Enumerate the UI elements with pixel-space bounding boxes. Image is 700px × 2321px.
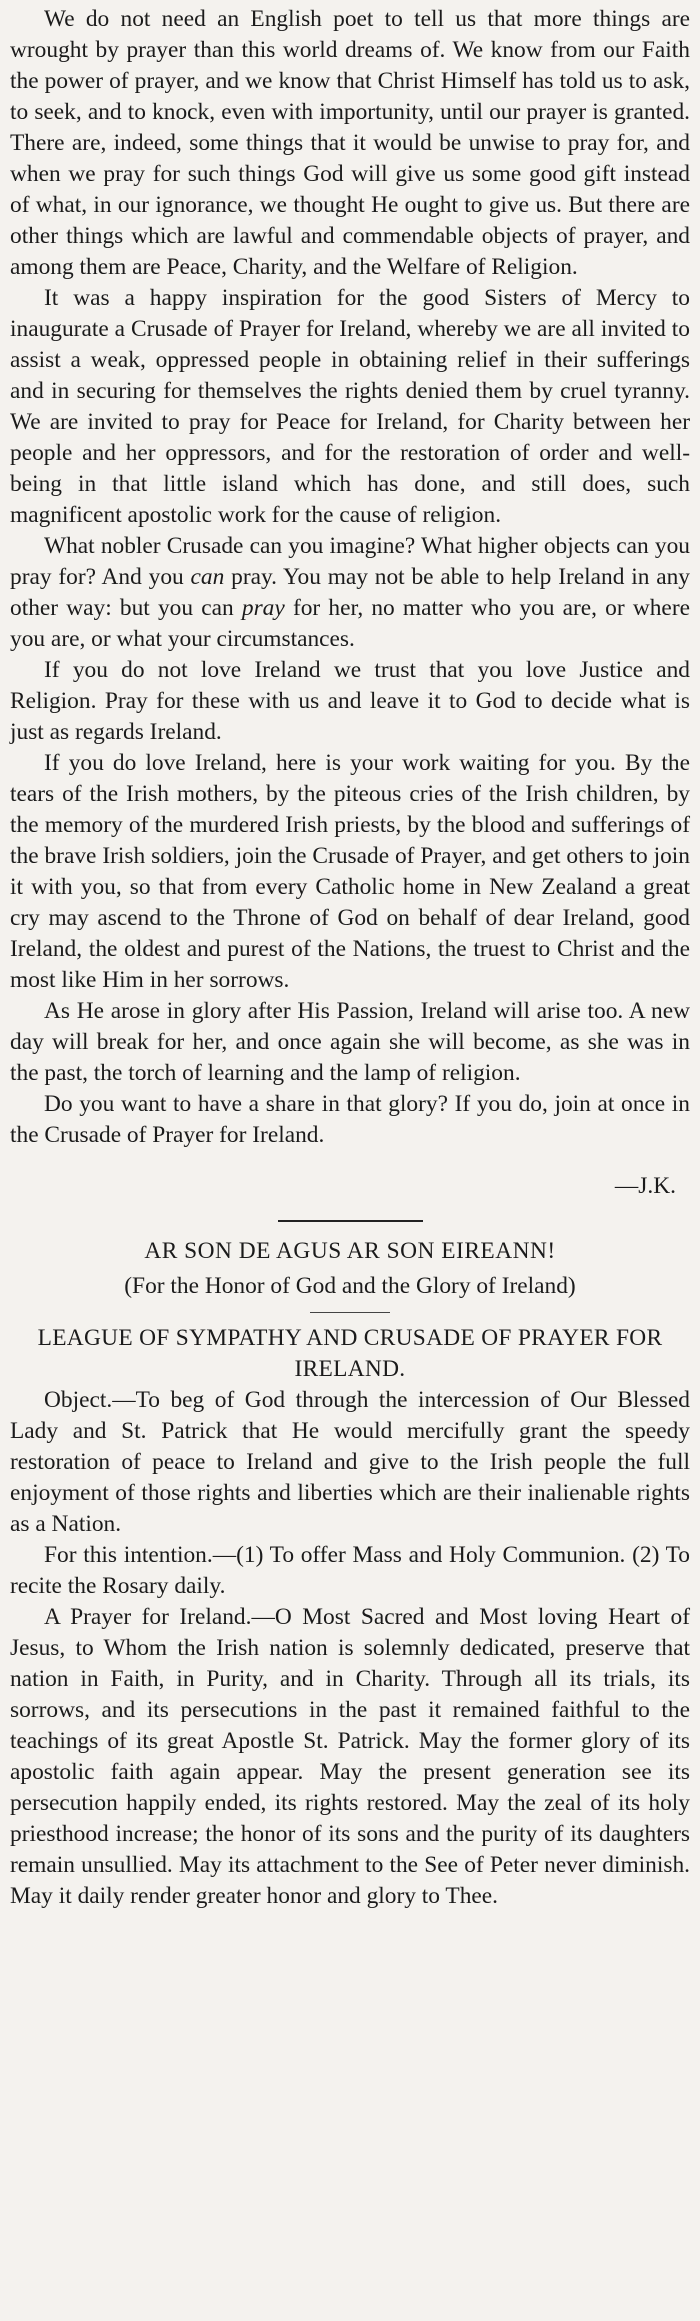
article-paragraph-2: It was a happy inspiration for the good Sisters of Mercy to inaugurate a Crusade of Prayer for Ireland, whereby we are all invited to assist a weak, oppressed people in obtaining relief in their sufferings and in securing for themselves the rights denied them by cruel tyranny. We are invited to pray for Peace for Ireland, for Charity between her people and her oppressors, and for the restoration of order and well-being in that little island which has done, and still does, such magnificent apostolic work for the cause of religion.	[10, 285, 690, 528]
article-paragraph-3	[10, 531, 690, 655]
intention-paragraph: For this intention.—(1) To offer Mass and Holy Communion. (2) To recite the Rosary daily.	[10, 1542, 690, 1599]
article-paragraph-4: If you do not love Ireland we trust that you love Justice and Religion. Pray for these with us and leave it to God to decide what is just as regards Ireland.	[10, 657, 690, 745]
prayer-paragraph	[10, 1602, 690, 1912]
prayer-label: A Prayer for Ireland.	[44, 1604, 252, 1630]
article-signature: —J.K.	[614, 1173, 676, 1199]
prayer-text: —O Most Sacred and Most loving Heart of Jesus, to Whom the Irish nation is solemnly dedicated, preserve that nation in Faith, in Purity, and in Charity. Through all its trials, its sorrows, and its persecutions in the past it remained faithful to the teachings of its great Apostle St. Patrick. May the former glory of its apostolic faith again appear. May the present generation see its persecution happily ended, its rights restored. May the zeal of its holy priesthood increase; the honor of its sons and the purity of its daughters remain unsullied. May its attachment to the See of Peter never diminish. May it daily render greater honor and glory to Thee.	[10, 1604, 691, 1909]
irish-heading: AR SON DE AGUS AR SON EIREANN!	[144, 1238, 556, 1264]
object-label: Object.	[44, 1387, 113, 1413]
article-paragraph-5: If you do love Ireland, here is your work waiting for you. By the tears of the Irish mothers, by the piteous cries of the Irish children, by the memory of the murdered Irish priests, by the blood and sufferings of the brave Irish soldiers, join the Crusade of Prayer, and get others to join it with you, so that from every Catholic home in New Zealand a great cry may ascend to the Throne of God on behalf of dear Ireland, good Ireland, the oldest and purest of the Nations, the truest to Christ and the most like Him in her sorrows.	[10, 750, 690, 993]
small-divider	[310, 1312, 390, 1313]
article-paragraph-1: We do not need an English poet to tell us that more things are wrought by prayer than this world dreams of. We know from our Faith the power of prayer, and we know that Christ Himself has told us to ask, to seek, and to knock, even with importunity, until our prayer is granted. There are, indeed, some things that it would be unwise to pray for, and when we pray for such things God will give us some good gift instead of what, in our ignorance, we thought He ought to give us. But there are other things which are lawful and commendable objects of prayer, and among them are Peace, Charity, and the Welfare of Religion.	[10, 6, 690, 280]
league-title: LEAGUE OF SYMPATHY AND CRUSADE OF PRAYER FOR IRELAND.	[37, 1325, 663, 1382]
p3-emphasis-pray: pray	[241, 595, 285, 621]
object-paragraph	[10, 1385, 690, 1540]
article-paragraph-6: As He arose in glory after His Passion, Ireland will arise too. A new day will break for her, and once again she will become, as she was in the past, the torch of learning and the lamp of religion.	[10, 998, 690, 1086]
object-text: —To beg of God through the intercession of Our Blessed Lady and St. Patrick that He would mercifully grant the speedy restoration of peace to Ireland and give to the Irish people the full enjoyment of those rights and liberties which are their inalienable rights as a Nation.	[10, 1387, 690, 1537]
p3-text-a: What nobler Crusade can you imagine? What higher objects can you pray for? And you	[10, 533, 690, 590]
heading-translation: (For the Honor of God and the Glory of Ireland)	[124, 1273, 576, 1299]
section-divider	[278, 1220, 423, 1222]
p3-text-b: pray. You may not be able to help Ireland in any other way: but you can	[10, 564, 690, 621]
article-paragraph-7: Do you want to have a share in that glory? If you do, join at once in the Crusade of Prayer for Ireland.	[10, 1091, 690, 1148]
p3-text-c: for her, no matter who you are, or where you are, or what your circumstances.	[10, 595, 690, 652]
p3-emphasis-can: can	[190, 564, 225, 590]
